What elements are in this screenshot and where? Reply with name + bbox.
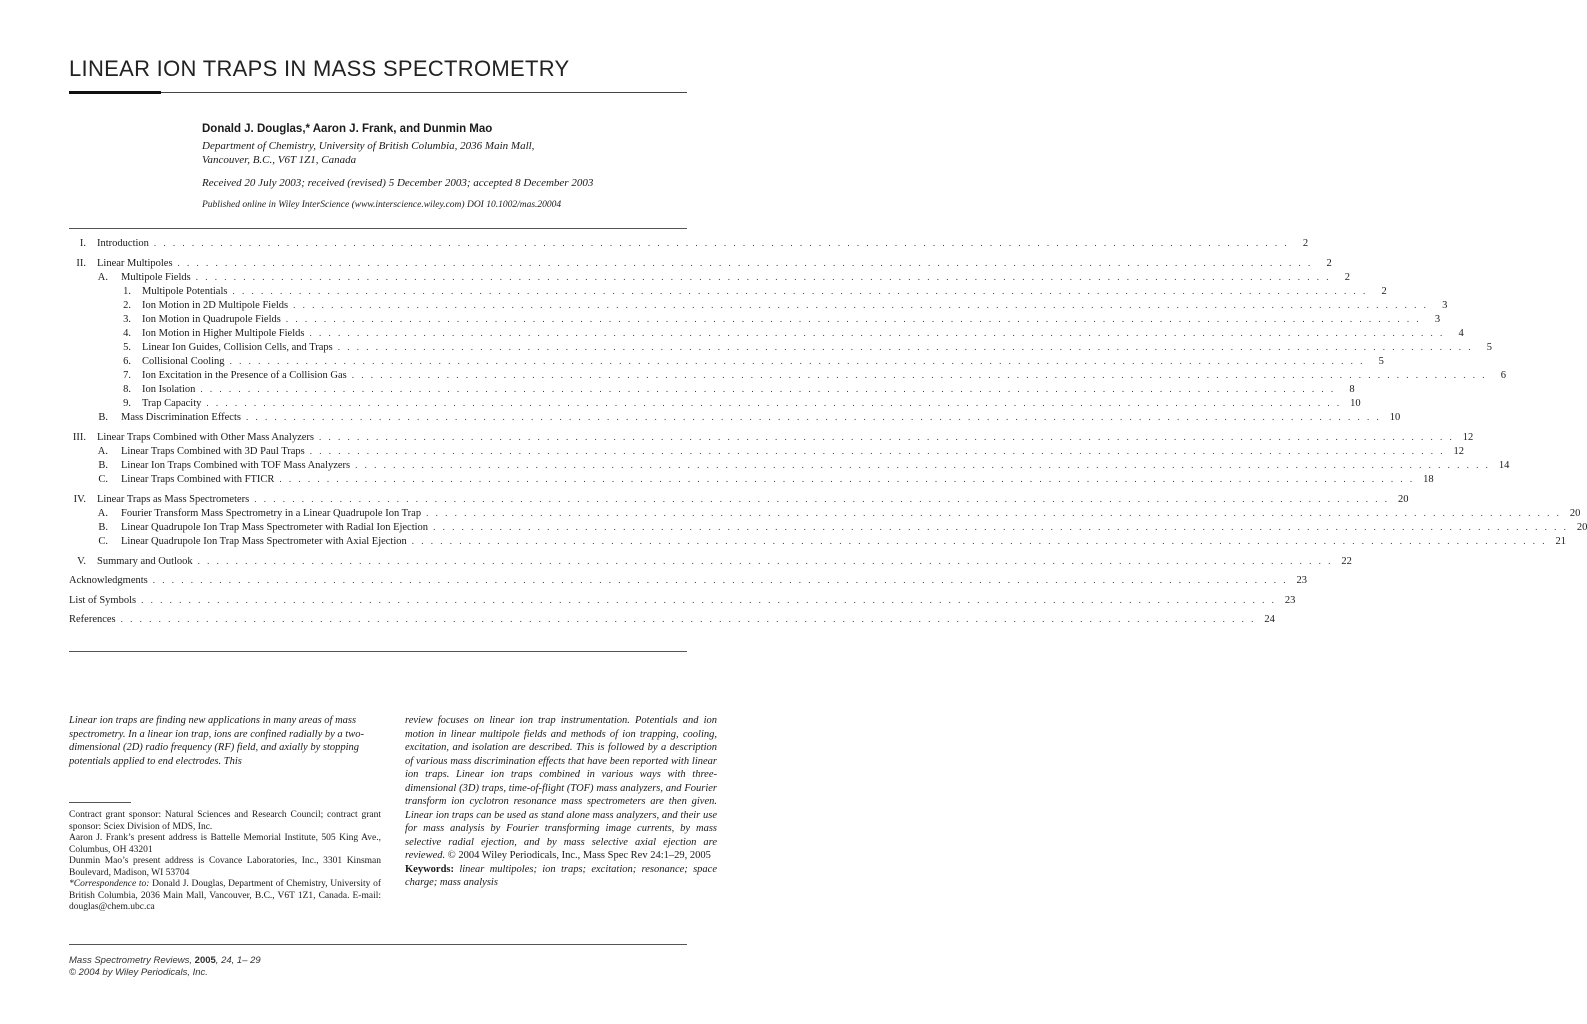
toc-entry	[98, 411, 1401, 424]
toc-entry	[72, 431, 1474, 444]
toc-entry-page: 18	[1423, 474, 1434, 485]
abstract-right-text: review focuses on linear ion trap instrumentation. Potentials and ion motion in linear multipole fields and methods of ion trapping, cooling, excitation, and isolation are described. This is followed by a description of various mass discrimination effects that have been reported with linear ion traps. Linear ion traps combined in various ways with three-dimensional (3D) traps, time-of-flight (TOF) mass analyzers, and Fourier transform ion cyclotron resonance mass spectrometers are then given. Linear ion traps can be used as stand alone mass analyzers, and their use for mass analysis by Fourier transforming image currents, by mass selective radial ejection, and by mass selective axial ejection are reviewed.	[405, 715, 717, 861]
toc-leader-dots: . . . . . . . . . . . . . . . . . . . . . . . . . . . . . . . . . . . . . . . . . . . . . . . . . . . . . . . . . . . . . . . . . . . . . . . . . . . . . . . . . . . . . . . . . . . . . . . . . . . . . . . . . . . . . . . . . . . . . . . .	[229, 356, 1365, 366]
toc-entry-title: Linear Traps as Mass Spectrometers	[97, 494, 250, 505]
toc-entry	[123, 285, 1387, 298]
toc-leader-dots: . . . . . . . . . . . . . . . . . . . . . . . . . . . . . . . . . . . . . . . . . . . . . . . . . . . . . . . . . . . . . . . . . . . . . . . . . . . . . . . . . . . . . . . . . . . . . . . . . . . . . . . . . . . . . . . . . . . . . . . .	[141, 595, 1277, 605]
copyright-citation: © 2004 Wiley Periodicals, Inc., Mass Spec Rev 24:1–29, 2005	[447, 850, 711, 861]
toc-entry	[76, 257, 1332, 270]
toc-leader-dots: . . . . . . . . . . . . . . . . . . . . . . . . . . . . . . . . . . . . . . . . . . . . . . . . . . . . . . . . . . . . . . . . . . . . . . . . . . . . . . . . . . . . . . . . . . . . . . . . . . . . . . . . . . . . . . . . . . . . . . . .	[232, 286, 1368, 296]
toc-entry-page: 24	[1264, 614, 1275, 625]
toc-leader-dots: . . . . . . . . . . . . . . . . . . . . . . . . . . . . . . . . . . . . . . . . . . . . . . . . . . . . . . . . . . . . . . . . . . . . . . . . . . . . . . . . . . . . . . . . . . . . . . . . . . . . . . . . . . . . . . . . . . . . . . . .	[309, 446, 1446, 456]
toc-entry-number: B.	[98, 412, 108, 423]
toc-entry-title: Ion Motion in Higher Multipole Fields	[142, 328, 305, 339]
toc-entry	[69, 574, 1307, 587]
toc-entry-page: 3	[1434, 314, 1441, 325]
toc-leader-dots: . . . . . . . . . . . . . . . . . . . . . . . . . . . . . . . . . . . . . . . . . . . . . . . . . . . . . . . . . . . . . . . . . . . . . . . . . . . . . . . . . . . . . . . . . . . . . . . . . . . . . . . . . . . . . . . . . . . . . . . .	[411, 536, 1548, 546]
toc-entry-page: 23	[1284, 595, 1296, 606]
toc-entry-page: 12	[1453, 446, 1465, 457]
footnote-rule	[69, 802, 131, 803]
toc-entry-page: 20	[1397, 494, 1409, 505]
toc-entry-number: A.	[97, 508, 108, 519]
footer-volume: , 24, 1– 29	[215, 955, 261, 966]
toc-entry-page: 2	[1381, 286, 1387, 297]
footnote-correspondence	[69, 879, 381, 914]
toc-entry-title: Linear Traps Combined with FTICR	[121, 474, 275, 485]
toc-entry-number: I.	[79, 238, 86, 249]
toc-entry-title: References	[69, 614, 116, 625]
toc-entry-page: 4	[1458, 328, 1464, 339]
toc-entry-number: A.	[97, 446, 108, 457]
toc-entry-title: Ion Isolation	[142, 384, 196, 395]
footnote-sponsor: Contract grant sponsor: Natural Sciences and Research Council; contract grant sponsor: Sciex Division of MDS, Inc.	[69, 810, 381, 832]
toc-entry-page: 6	[1500, 370, 1506, 381]
toc-leader-dots: . . . . . . . . . . . . . . . . . . . . . . . . . . . . . . . . . . . . . . . . . . . . . . . . . . . . . . . . . . . . . . . . . . . . . . . . . . . . . . . . . . . . . . . . . . . . . . . . . . . . . . . . . . . . . . . . . . . . . . . .	[351, 370, 1487, 380]
toc-entry-page: 10	[1350, 398, 1361, 409]
toc-entry-title: Ion Motion in Quadrupole Fields	[142, 314, 281, 325]
toc-entry-title: Acknowledgments	[69, 575, 148, 586]
toc-entry-number: C.	[98, 536, 108, 547]
toc-entry-title: Introduction	[97, 238, 149, 249]
toc-entry-title: Ion Motion in 2D Multipole Fields	[142, 300, 289, 311]
toc-entry-page: 20	[1569, 508, 1581, 519]
correspondence-label: *Correspondence to:	[69, 879, 150, 889]
toc-leader-dots: . . . . . . . . . . . . . . . . . . . . . . . . . . . . . . . . . . . . . . . . . . . . . . . . . . . . . . . . . . . . . . . . . . . . . . . . . . . . . . . . . . . . . . . . . . . . . . . . . . . . . . . . . . . . . . . . . . . . . . . .	[279, 474, 1415, 484]
toc-entry-number: 7.	[123, 370, 131, 381]
toc-entry-title: Multipole Potentials	[142, 286, 228, 297]
footer-journal: Mass Spectrometry Reviews,	[69, 955, 193, 966]
toc-leader-dots: . . . . . . . . . . . . . . . . . . . . . . . . . . . . . . . . . . . . . . . . . . . . . . . . . . . . . . . . . . . . . . . . . . . . . . . . . . . . . . . . . . . . . . . . . . . . . . . . . . . . . . . . . . . . . . . . . . . . . . . .	[433, 522, 1569, 532]
toc-entry	[79, 237, 1309, 250]
toc-entry	[123, 355, 1384, 368]
toc-entry-title: Linear Multipoles	[97, 258, 173, 269]
toc-entry-title: Mass Discrimination Effects	[121, 412, 241, 423]
toc-entry	[69, 594, 1296, 607]
toc-entry	[123, 341, 1492, 354]
toc-leader-dots: . . . . . . . . . . . . . . . . . . . . . . . . . . . . . . . . . . . . . . . . . . . . . . . . . . . . . . . . . . . . . . . . . . . . . . . . . . . . . . . . . . . . . . . . . . . . . . . . . . . . . . . . . . . . . . . . . . . . . . . .	[152, 575, 1288, 585]
article-title: LINEAR ION TRAPS IN MASS SPECTROMETRY	[69, 56, 570, 81]
affiliation-line-2: Vancouver, B.C., V6T 1Z1, Canada	[202, 154, 357, 166]
toc-entry	[77, 555, 1352, 568]
toc-entry-page: 23	[1296, 575, 1307, 586]
toc-entry	[97, 445, 1465, 458]
toc-entry-title: Summary and Outlook	[97, 556, 193, 567]
toc-entry-page: 8	[1349, 384, 1355, 395]
toc-leader-dots: . . . . . . . . . . . . . . . . . . . . . . . . . . . . . . . . . . . . . . . . . . . . . . . . . . . . . . . . . . . . . . . . . . . . . . . . . . . . . . . . . . . . . . . . . . . . . . . . . . . . . . . . . . . . . . . . . . . . . . . .	[206, 398, 1342, 408]
toc-entry-number: 5.	[123, 342, 131, 353]
toc-entry-title: Trap Capacity	[142, 398, 202, 409]
toc-entry	[123, 313, 1441, 326]
toc-leader-dots: . . . . . . . . . . . . . . . . . . . . . . . . . . . . . . . . . . . . . . . . . . . . . . . . . . . . . . . . . . . . . . . . . . . . . . . . . . . . . . . . . . . . . . . . . . . . . . . . . . . . . . . . . . . . . . . . . . . . . . . .	[337, 342, 1473, 352]
toc-leader-dots: . . . . . . . . . . . . . . . . . . . . . . . . . . . . . . . . . . . . . . . . . . . . . . . . . . . . . . . . . . . . . . . . . . . . . . . . . . . . . . . . . . . . . . . . . . . . . . . . . . . . . . . . . . . . . . . . . . . . . . . .	[153, 238, 1290, 248]
toc-leader-dots: . . . . . . . . . . . . . . . . . . . . . . . . . . . . . . . . . . . . . . . . . . . . . . . . . . . . . . . . . . . . . . . . . . . . . . . . . . . . . . . . . . . . . . . . . . . . . . . . . . . . . . . . . . . . . . . . . . . . . . . .	[318, 432, 1455, 442]
toc-entry	[123, 369, 1506, 382]
toc-entry-number: 2.	[123, 300, 131, 311]
footer-copyright: © 2004 by Wiley Periodicals, Inc.	[69, 967, 208, 978]
toc-entry-title: Linear Traps Combined with 3D Paul Traps	[121, 446, 305, 457]
toc-entry-title: List of Symbols	[69, 595, 137, 606]
received-dates: Received 20 July 2003; received (revised) 5 December 2003; accepted 8 December 2003	[202, 177, 594, 189]
keywords: linear multipoles; ion traps; excitation; resonance; space charge; mass analysis	[405, 863, 718, 888]
toc-entry-title: Linear Quadrupole Ion Trap Mass Spectrometer with Axial Ejection	[121, 536, 407, 547]
toc-entry	[123, 397, 1361, 410]
toc-entry	[97, 271, 1350, 284]
toc-leader-dots: . . . . . . . . . . . . . . . . . . . . . . . . . . . . . . . . . . . . . . . . . . . . . . . . . . . . . . . . . . . . . . . . . . . . . . . . . . . . . . . . . . . . . . . . . . . . . . . . . . . . . . . . . . . . . . . . . . . . . . . .	[254, 494, 1390, 504]
toc-entry	[98, 521, 1587, 534]
keywords-label: Keywords:	[405, 863, 454, 875]
toc-entry	[73, 493, 1409, 506]
toc-entry-number: B.	[98, 460, 108, 471]
toc-leader-dots: . . . . . . . . . . . . . . . . . . . . . . . . . . . . . . . . . . . . . . . . . . . . . . . . . . . . . . . . . . . . . . . . . . . . . . . . . . . . . . . . . . . . . . . . . . . . . . . . . . . . . . . . . . . . . . . . . . . . . . . .	[309, 328, 1445, 338]
correspondence-text: Donald J. Douglas, Department of Chemistry, University of British Columbia, 2036 Main Mall, Vancouver, B.C., V6T 1Z1, Canada. E-mail: douglas@chem.ubc.ca	[69, 879, 381, 912]
toc-entry-number: 6.	[123, 356, 131, 367]
toc-entry-number: 3.	[123, 314, 131, 325]
toc-entry-number: 4.	[123, 328, 131, 339]
toc-leader-dots: . . . . . . . . . . . . . . . . . . . . . . . . . . . . . . . . . . . . . . . . . . . . . . . . . . . . . . . . . . . . . . . . . . . . . . . . . . . . . . . . . . . . . . . . . . . . . . . . . . . . . . . . . . . . . . . . . . . . . . . .	[355, 460, 1491, 470]
toc-entry-page: 2	[1344, 272, 1350, 283]
toc-entry-title: Linear Traps Combined with Other Mass Analyzers	[97, 432, 314, 443]
toc-entry-page: 21	[1555, 536, 1567, 547]
toc-entry-page: 5	[1378, 356, 1384, 367]
toc-entry-title: Multipole Fields	[121, 272, 191, 283]
toc-entry-title: Ion Excitation in the Presence of a Collision Gas	[142, 370, 347, 381]
toc-entry-number: II.	[76, 258, 86, 269]
toc-rule-bottom	[69, 651, 687, 652]
toc-entry-page: 14	[1498, 460, 1510, 471]
footnote-mao: Dunmin Mao’s present address is Covance Laboratories, Inc., 3301 Kinsman Boulevard, Madison, WI 53704	[69, 856, 381, 878]
published-online: Published online in Wiley InterScience (www.interscience.wiley.com) DOI 10.1002/mas.20004	[202, 200, 562, 210]
toc-entry	[69, 613, 1275, 626]
toc-entry	[123, 327, 1464, 340]
footnotes	[69, 810, 381, 914]
toc-entry	[98, 535, 1567, 548]
toc-entry	[123, 299, 1448, 312]
toc-entry-title: Linear Quadrupole Ion Trap Mass Spectrometer with Radial Ion Ejection	[121, 522, 429, 533]
toc-entry	[123, 383, 1355, 396]
toc-entry-number: B.	[98, 522, 108, 533]
toc-entry-number: C.	[98, 474, 108, 485]
toc-entry	[98, 459, 1510, 472]
toc-entry-number: A.	[97, 272, 108, 283]
toc-entry	[97, 507, 1581, 520]
footer-year: 2005	[194, 955, 216, 966]
toc-leader-dots: . . . . . . . . . . . . . . . . . . . . . . . . . . . . . . . . . . . . . . . . . . . . . . . . . . . . . . . . . . . . . . . . . . . . . . . . . . . . . . . . . . . . . . . . . . . . . . . . . . . . . . . . . . . . . . . . . . . . . . . .	[197, 556, 1333, 566]
toc-entry-number: III.	[72, 432, 86, 443]
toc-entry-number: 1.	[123, 286, 131, 297]
page-footer	[69, 955, 261, 979]
toc-entry-page: 3	[1442, 300, 1448, 311]
toc-entry-number: 9.	[123, 398, 131, 409]
toc-entry-page: 12	[1462, 432, 1474, 443]
footnote-frank: Aaron J. Frank’s present address is Battelle Memorial Institute, 505 King Ave., Columbus, OH 43201	[69, 833, 381, 855]
toc-leader-dots: . . . . . . . . . . . . . . . . . . . . . . . . . . . . . . . . . . . . . . . . . . . . . . . . . . . . . . . . . . . . . . . . . . . . . . . . . . . . . . . . . . . . . . . . . . . . . . . . . . . . . . . . . . . . . . . . . . . . . . . .	[245, 412, 1382, 422]
toc-leader-dots: . . . . . . . . . . . . . . . . . . . . . . . . . . . . . . . . . . . . . . . . . . . . . . . . . . . . . . . . . . . . . . . . . . . . . . . . . . . . . . . . . . . . . . . . . . . . . . . . . . . . . . . . . . . . . . . . . . . . . . . .	[195, 272, 1331, 282]
toc-entry-page: 2	[1326, 258, 1332, 269]
toc-entry-title: Linear Ion Traps Combined with TOF Mass Analyzers	[121, 460, 351, 471]
toc-entry-number: 8.	[123, 384, 131, 395]
toc-entry-page: 2	[1302, 238, 1309, 249]
toc-entry-page: 20	[1576, 522, 1587, 533]
toc-entry-number: V.	[77, 556, 86, 567]
toc-leader-dots: . . . . . . . . . . . . . . . . . . . . . . . . . . . . . . . . . . . . . . . . . . . . . . . . . . . . . . . . . . . . . . . . . . . . . . . . . . . . . . . . . . . . . . . . . . . . . . . . . . . . . . . . . . . . . . . . . . . . . . . .	[177, 258, 1313, 268]
toc-entry-title: Collisional Cooling	[142, 356, 225, 367]
footer-rule	[69, 944, 687, 945]
toc-leader-dots: . . . . . . . . . . . . . . . . . . . . . . . . . . . . . . . . . . . . . . . . . . . . . . . . . . . . . . . . . . . . . . . . . . . . . . . . . . . . . . . . . . . . . . . . . . . . . . . . . . . . . . . . . . . . . . . . . . . . . . . .	[426, 508, 1562, 518]
toc-entry-number: IV.	[73, 494, 86, 505]
toc-leader-dots: . . . . . . . . . . . . . . . . . . . . . . . . . . . . . . . . . . . . . . . . . . . . . . . . . . . . . . . . . . . . . . . . . . . . . . . . . . . . . . . . . . . . . . . . . . . . . . . . . . . . . . . . . . . . . . . . . . . . . . . .	[200, 384, 1336, 394]
toc-entry	[98, 473, 1434, 486]
toc-entry-page: 22	[1341, 556, 1352, 567]
abstract-left: Linear ion traps are finding new applications in many areas of mass spectrometry. In a linear ion trap, ions are confined radially by a two-dimensional (2D) radio frequency (RF) field, and axially by stopping potentials applied to end electrodes. This	[69, 715, 364, 767]
toc-leader-dots: . . . . . . . . . . . . . . . . . . . . . . . . . . . . . . . . . . . . . . . . . . . . . . . . . . . . . . . . . . . . . . . . . . . . . . . . . . . . . . . . . . . . . . . . . . . . . . . . . . . . . . . . . . . . . . . . . . . . . . . .	[120, 614, 1256, 624]
toc-entry-title: Fourier Transform Mass Spectrometry in a Linear Quadrupole Ion Trap	[121, 508, 422, 519]
abstract-right	[405, 714, 717, 890]
affiliation-line-1: Department of Chemistry, University of British Columbia, 2036 Main Mall,	[202, 140, 535, 152]
toc-entry-title: Linear Ion Guides, Collision Cells, and Traps	[142, 342, 333, 353]
toc-leader-dots: . . . . . . . . . . . . . . . . . . . . . . . . . . . . . . . . . . . . . . . . . . . . . . . . . . . . . . . . . . . . . . . . . . . . . . . . . . . . . . . . . . . . . . . . . . . . . . . . . . . . . . . . . . . . . . . . . . . . . . . .	[293, 300, 1429, 310]
toc-entry-page: 5	[1486, 342, 1492, 353]
authors: Donald J. Douglas,* Aaron J. Frank, and Dunmin Mao	[202, 123, 493, 135]
toc-entry-page: 10	[1389, 412, 1401, 423]
toc-leader-dots: . . . . . . . . . . . . . . . . . . . . . . . . . . . . . . . . . . . . . . . . . . . . . . . . . . . . . . . . . . . . . . . . . . . . . . . . . . . . . . . . . . . . . . . . . . . . . . . . . . . . . . . . . . . . . . . . . . . . . . . .	[285, 314, 1422, 324]
